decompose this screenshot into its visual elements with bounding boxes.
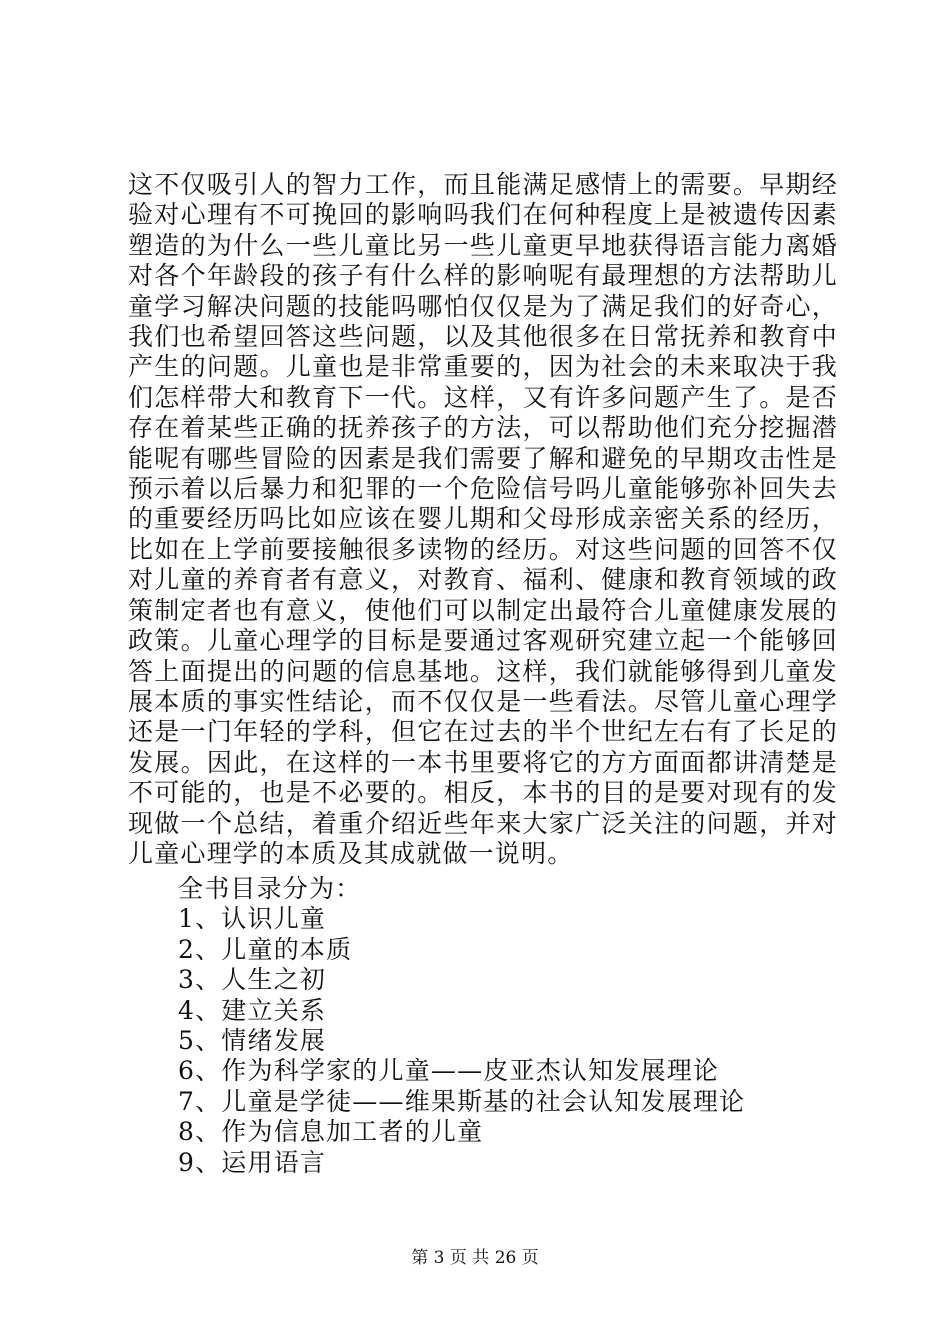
toc-item: 6、作为科学家的儿童——皮亚杰认知发展理论 bbox=[178, 1056, 720, 1086]
toc-item: 2、儿童的本质 bbox=[178, 934, 353, 964]
toc-item: 1、认识儿童 bbox=[178, 904, 327, 934]
toc-item: 5、情绪发展 bbox=[178, 1026, 327, 1056]
table-of-contents bbox=[128, 874, 838, 1178]
toc-item: 7、儿童是学徒——维果斯基的社会认知发展理论 bbox=[178, 1086, 746, 1116]
body-paragraph: 这不仅吸引人的智力工作，而且能满足感情上的需要。早期经验对心理有不可挽回的影响吗我们在何种程度上是被遗传因素塑造的为什么一些儿童比另一些儿童更早地获得语言能力离婚对各个年龄段的孩子有什么样的影响呢有最理想的方法帮助儿童学习解决问题的技能吗哪怕仅仅是为了满足我们的好奇心，我们也希望回答这些问题，以及其他很多在日常抚养和教育中产生的问题。儿童也是非常重要的，因为社会的未来取决于我们怎样带大和教育下一代。这样，又有许多问题产生了。是否存在着某些正确的抚养孩子的方法，可以帮助他们充分挖掘潜能呢有哪些冒险的因素是我们需要了解和避免的早期攻击性是预示着以后暴力和犯罪的一个危险信号吗儿童能够弥补回失去的重要经历吗比如应该在婴儿期和父母形成亲密关系的经历，比如在上学前要接触很多读物的经历。对这些问题的回答不仅对儿童的养育者有意义，对教育、福利、健康和教育领域的政策制定者也有意义，使他们可以制定出最符合儿童健康发展的政策。儿童心理学的目标是要通过客观研究建立起一个能够回答上面提出的问题的信息基地。这样，我们就能够得到儿童发展本质的事实性结论，而不仅仅是一些看法。尽管儿童心理学还是一门年轻的学科，但它在过去的半个世纪左右有了长足的发展。因此，在这样的一本书里要将它的方方面面都讲清楚是不可能的，也是不必要的。相反，本书的目的是要对现有的发现做一个总结，着重介绍近些年来大家广泛关注的问题，并对儿童心理学的本质及其成就做一说明。 bbox=[128, 170, 838, 868]
page-footer: 第 3 页 共 26 页 bbox=[411, 1248, 539, 1268]
toc-item: 3、人生之初 bbox=[178, 965, 327, 995]
toc-item: 4、建立关系 bbox=[178, 995, 327, 1025]
toc-item: 8、作为信息加工者的儿童 bbox=[178, 1117, 484, 1147]
toc-item: 9、运用语言 bbox=[178, 1147, 327, 1177]
toc-list bbox=[128, 904, 838, 1178]
toc-heading: 全书目录分为： bbox=[178, 874, 362, 903]
